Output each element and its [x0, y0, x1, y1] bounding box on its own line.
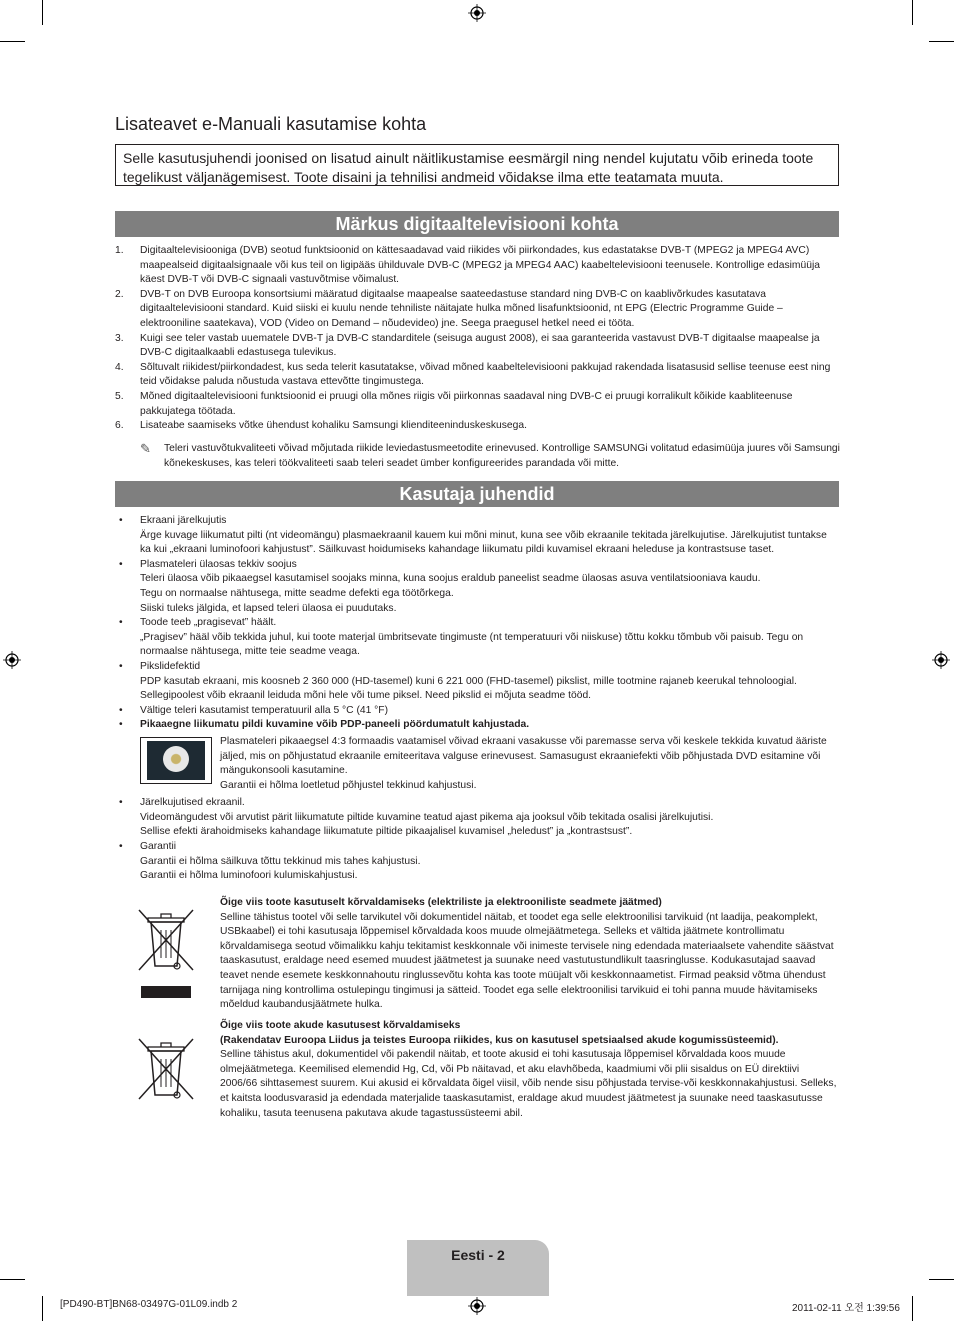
page-title: Lisateavet e-Manuali kasutamise kohta	[115, 114, 427, 134]
list-item: 6. Lisateabe saamiseks võtke ühendust kohaliku Samsungi klienditeeninduskeskusega.	[115, 420, 527, 432]
crop-mark	[912, 1296, 913, 1321]
list-item: • Vältige teleri kasutamist temperatuuril alla 5 °C (41 °F)	[115, 704, 839, 719]
list-item: • Plasmateleri ülaosas tekkiv soojus Teleri ülaosa võib pikaaegsel kasutamisel soojaks minna, kuna soojus eraldub paneelist seadme ülaosas asuva ventilatsiooniava kaudu. Tegu on normaalse nähtusega, mitte seadme defekti ega töötõrkega. Siiski tuleks jälgida, et lapsed teleri ülaosa ei puudutaks.	[115, 558, 839, 616]
crop-mark	[0, 1279, 25, 1280]
list-item: 1. Digitaaltelevisiooniga (DVB) seotud funktsioonid on kättesaadavad vaid riikides või piirkondades, kus edastatakse DVB-T (MPEG2 ja MPEG4 AVC) maapealseid digitaalsignaale või kus teil on ligipääs ühilduvale DVB-C (MPEG2 ja MPEG4 AAC) kaabeltelevisiooni teenusele. Kontrollige edasimüüja käest DVB-T või DVB-C signaali vastuvõtmise võimalust.	[115, 245, 820, 286]
guide-list	[115, 514, 839, 884]
bullet-icon: •	[119, 797, 123, 809]
list-item: • Toode teeb „pragisevat” häält. „Pragisev” hääl võib tekkida juhul, kui toote materjal ümbritsevate tingimuste (nt temperatuuri või niiskuse) tõttu kokku tõmbub või paisub. Tegu on normaalse nähtusega, mitte teie seadme veaga.	[115, 616, 839, 660]
bullet-icon: •	[119, 515, 123, 526]
black-bar-mark	[141, 986, 191, 998]
registration-mark-icon	[3, 651, 21, 669]
list-item: 3. Kuigi see teler vastab uuematele DVB-T ja DVB-C standarditele (seisuga august 2008), ei saa garanteerida vastavust DVB-T digitaalse maapealse ja DVB-C digitaalkaabli edastusega tulevikus.	[115, 332, 820, 359]
list-item: 4. Sõltuvalt riikidest/piirkondadest, kus seda telerit kasutatakse, võivad mõned kaabeltelevisiooni pakkujad rakendada lisatasusid sellise teenuse eest ning teid võidakse paluda nõustuda vastava ettevõtte tingimustega.	[115, 361, 831, 388]
page-number-tab: Eesti - 2	[407, 1240, 549, 1296]
bullet-icon: •	[119, 558, 123, 570]
weee-disposal-section: Õige viis toote kasutuselt kõrvaldamiseks (elektriliste ja elektrooniliste seadmete jäätmed) Selline tähistus tootel või selle tarvikutel või dokumentidel näitab, et toodet ega selle elektroonilisi tarvikuid (nt laadija, peakomplekt, USBkaabel) ei tohi kasutusaja lõppemisel kõrvaldada koos muude olmejäätmetega. Selleks et vältida jäätmete kontrollimatu kõrvaldamisega seotud võimalikku kahju tekitamist keskkonnale või inimeste tervisele ning edendada materiaalsete vahendite säästvat taaskasutust, eraldage need esemed muudest jäätmetest ja suunake need vastutustundlikult taasringlusse. Kodukasutajad saavad teavet nende esemete keskkonnahoutu ringlussevõtu kohta kas toote müüjalt või keskkonnaametist. Firmad peaksid võtma ühendust tarnijaga ning kontrollima ostulepingu tingimusi ja sätteid. Toodet ega selle elektroonilisi tarvikuid ei tohi panna muude hävitamiseks mõeldud kaubandusjäätmete hulka.	[115, 896, 839, 1013]
tv-screen-image	[140, 737, 212, 784]
print-slug-file: [PD490-BT]BN68-03497G-01L09.indb 2	[60, 1299, 238, 1310]
section-heading-guide: Kasutaja juhendid	[115, 481, 839, 507]
crop-mark	[912, 0, 913, 25]
note-pencil-icon: ✎	[140, 441, 151, 456]
print-slug-timestamp: 2011-02-11 오전 1:39:56	[792, 1303, 900, 1314]
notice-box: Selle kasutusjuhendi joonised on lisatud ainult näitlikustamise eesmärgil ning nendel kujutatu võib erineda toote tegelikust väljanägemisest. Toote disaini ja tehnilisi andmeid võidakse ilma ette teatamata muuta.	[115, 144, 839, 186]
crop-mark	[42, 0, 43, 25]
dvb-list	[115, 244, 839, 434]
registration-mark-icon	[468, 1297, 486, 1315]
bullet-icon: •	[119, 841, 123, 853]
registration-mark-icon	[932, 651, 950, 669]
registration-mark-icon	[468, 4, 486, 22]
bullet-icon: •	[119, 704, 123, 716]
list-item: 5. Mõned digitaaltelevisiooni funktsioonid ei pruugi olla mõnes riigis või piirkonnas saadaval ning DVB-C ei pruugi korralikult kõikide kaabliteenuse pakkujatega töötada.	[115, 390, 793, 417]
crop-mark	[929, 1279, 954, 1280]
crop-mark	[0, 41, 25, 42]
image-note: Plasmateleri pikaaegsel 4:3 formaadis vaatamisel võivad ekraani vasakusse või paremasse serva või keskele tekkida kuvatud ääriste jäljed, mis on põhjustatud ekraanile emiteeritava valguse erinevusest. Samasugust ekraaniefekti võib põhjustada DVD esitamine või mängukonsooli kasutamine. Garantii ei hõlma loetletud põhjustel tekkinud kahjustusi.	[140, 735, 839, 793]
battery-disposal-section: Õige viis toote akude kasutusest kõrvaldamiseks (Rakendatav Euroopa Liidus ja teistes Euroopa riikides, kus on kasutusel spetsiaalsed akude kogumissüsteemid). Selline tähistus akul, dokumentidel või pakendil näitab, et toote akusid ei tohi kasutusaja lõppemisel kõrvaldada koos muude olmejäätmetega. Keemilised elemendid Hg, Cd, või Pb näitavad, et aku elavhõbeda, kaadmiumi või plii sisaldus on EÜ direktiivi 2006/66 sihttasemest suurem. Kui akusid ei kõrvaldata õigel viisil, võib nende sisu põhjustada tervise-või keskkonnakahjustusi. Selleks, et kaitsta loodusvarasid ja edendada materjalide taaskasutamist, eraldage akud muudest jäätmetest ja suunake need taaskasutusse kohaliku, tasuta teenusena pakutava akude tagastussüsteemi abil.	[115, 1019, 839, 1121]
list-item: 2. DVB-T on DVB Euroopa konsortsiumi määratud digitaalse maapealse saateedastuse standard ning DVB-C on kaablivõrkudes kasutatava digitaaltelevisiooni standard. Kuid siiski ei kuulu nende tehniliste näitajate hulka mõned lisafunktsioonid, nt EPG (Electric Programme Guide – elektrooniline saatekava), VOD (Video on Demand – nõudevideo) jne. Seega praegusel hetkel need ei tööta.	[115, 288, 783, 329]
crop-mark	[42, 1296, 43, 1321]
bullet-icon: •	[119, 660, 123, 672]
list-item: • Pikslidefektid PDP kasutab ekraani, mis koosneb 2 360 000 (HD-tasemel) kuni 6 221 000 (FHD-tasemel) pikslist, mille tootmine rajaneb keerukal tehnoloogial. Sellegipoolest võib ekraanil leiduda mõni hele või tume piksel. Need pikslid ei mõjuta seadme tööd.	[115, 660, 839, 704]
list-item: • Järelkujutised ekraanil. Videomängudest või arvutist pärit liikumatute piltide kuvamine teatud ajast pikema aja jooksul võib tekitada osalisi järelkujutisi. Sellise efekti ärahoidmiseks kahandage liikumatute piltide pikaajalisel kuvamisel „heledust” ja „kontrastsust”.	[115, 796, 839, 840]
section-heading-dvb: Märkus digitaaltelevisiooni kohta	[115, 211, 839, 237]
list-item: • Ekraani järelkujutis Ärge kuvage liikumatut pilti (nt videomängu) plasmaekraanil kauem kui mõni minut, kuna see võib ekraanile tekitada järelkujutise. Järelkujutist tuntakse ka kui „ekraani luminofoori kahjustust”. Säilkuvast hoidumiseks kahandage liikumatu pildi kuvamisel ekraani heleduse ja kontrastsuse taset.	[115, 514, 839, 558]
crossed-bin-icon	[137, 908, 195, 972]
note: ✎ Teleri vastuvõtukvaliteeti võivad mõjutada riikide leviedastusmeetodite erinevused. Kontrollige SAMSUNGi volitatud edasimüüja juures või Samsungi kõnekeskuses, kas teleri töökvaliteeti saab teleri seadet ümber konfigureerides parandada või mitte.	[140, 442, 840, 471]
list-item: • Garantii Garantii ei hõlma säilkuva tõttu tekkinud mis tahes kahjustusi. Garantii ei hõlma luminofoori kulumiskahjustusi.	[115, 840, 839, 884]
bullet-icon: •	[119, 719, 123, 731]
crop-mark	[929, 41, 954, 42]
bullet-icon: •	[119, 617, 123, 629]
crossed-bin-battery-icon	[137, 1037, 195, 1101]
list-item: • Pikaaegne liikumatu pildi kuvamine võib PDP-paneeli pöördumatult kahjustada.	[115, 718, 839, 733]
